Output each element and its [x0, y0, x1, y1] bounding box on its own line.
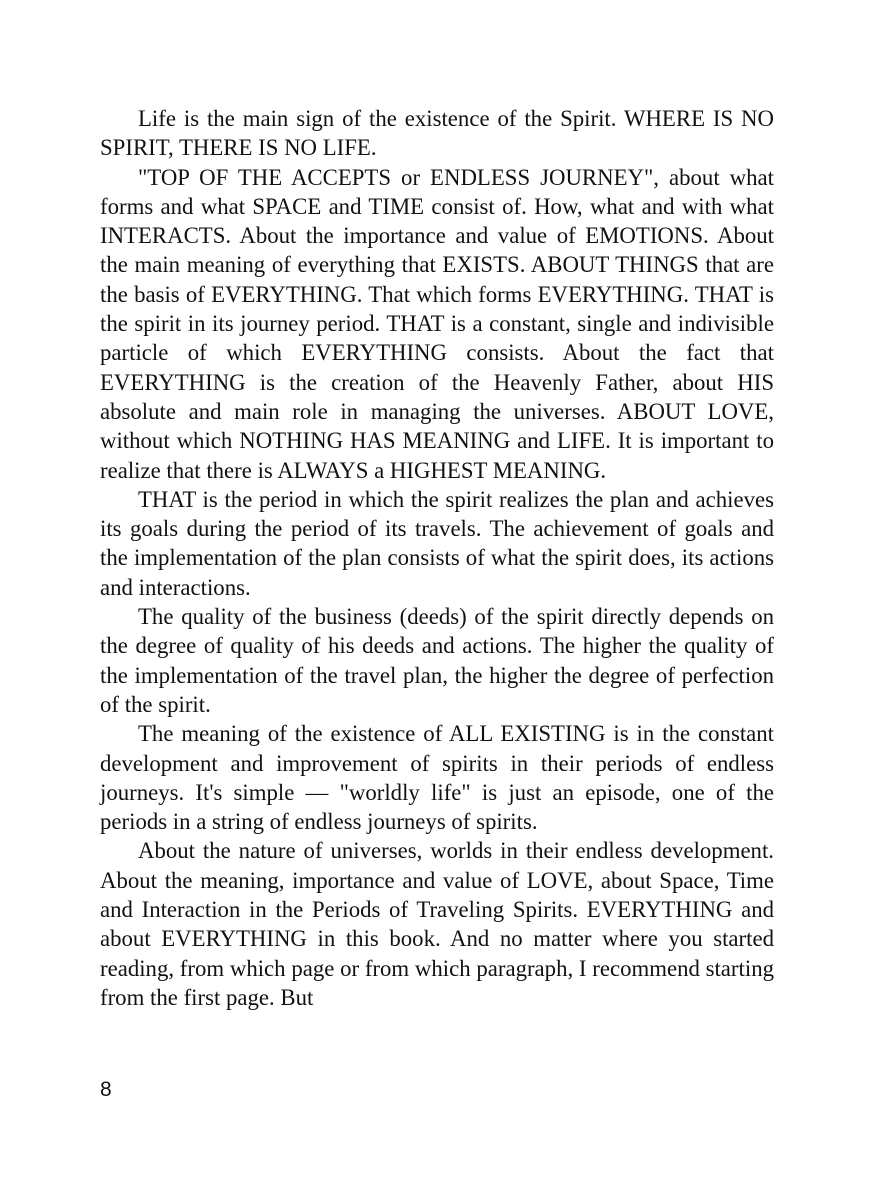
paragraph-2: "TOP OF THE ACCEPTS or ENDLESS JOURNEY", about what forms and what SPACE and TIME consist of. How, what and with what INTERACTS. About the importance and value of EMOTIONS. About the main meaning of everything that EXISTS. ABOUT THINGS that are the basis of EVERYTHING. That which forms EVERYTHING. THAT is the spirit in its journey period. THAT is a constant, single and indivisible particle of which EVERYTHING consists. About the fact that EVERYTHING is the creation of the Heavenly Father, about HIS absolute and main role in managing the universes. ABOUT LOVE, without which NOTHING HAS MEANING and LIFE. It is important to realize that there is ALWAYS a HIGHEST MEANING.: [100, 164, 774, 483]
paragraph-6: About the nature of universes, worlds in their endless development. About the meaning, importance and value of LOVE, about Space, Time and Interaction in the Periods of Traveling Spirits. EVERYTHING and about EVERYTHING in this book. And no matter where you started reading, from which page or from which paragraph, I recommend starting from the first page. But: [100, 838, 774, 1010]
paragraph-4: The quality of the business (deeds) of the spirit directly depends on the degree of quality of his deeds and actions. The higher the quality of the implementation of the travel plan, the higher the degree of perfection of the spirit.: [100, 604, 774, 717]
page-body: [100, 104, 774, 1012]
page-number: 8: [100, 1078, 112, 1101]
paragraph-5: The meaning of the existence of ALL EXISTING is in the constant development and improvement of spirits in their periods of endless journeys. It's simple — "worldly life" is just an episode, one of the periods in a string of endless journeys of spirits.: [100, 721, 774, 835]
paragraph-3: THAT is the period in which the spirit realizes the plan and achieves its goals during the period of its travels. The achievement of goals and the implementation of the plan consists of what the spirit does, its actions and interactions.: [100, 486, 774, 600]
paragraph-1: Life is the main sign of the existence of the Spirit. WHERE IS NO SPIRIT, THERE IS NO LIFE.: [100, 106, 774, 161]
